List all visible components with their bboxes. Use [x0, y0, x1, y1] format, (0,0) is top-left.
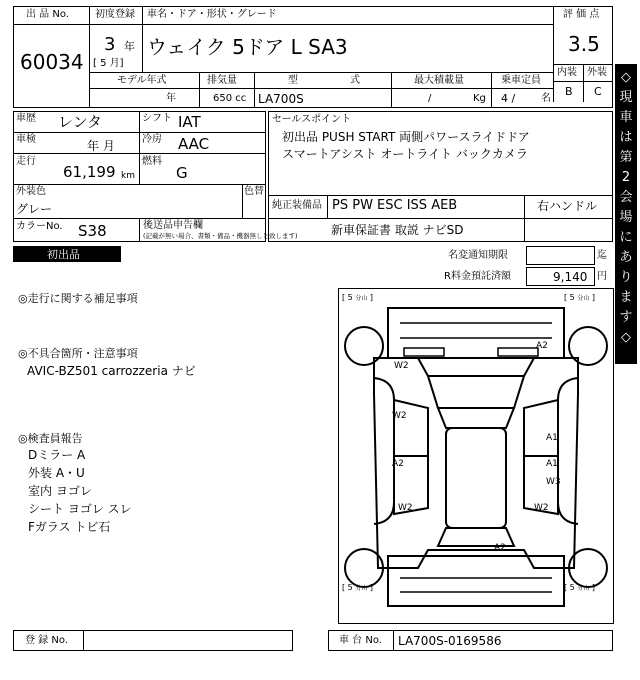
defect-1: AVIC-BZ501 carrozzeria ナビ: [27, 364, 196, 378]
tire-fr-label: [ 5 分山 ]: [564, 293, 595, 302]
exterior-color-label: 外装色: [16, 186, 46, 197]
tire-rr-label: [ 5 分山 ]: [564, 583, 595, 592]
sales-point-label: セールスポイント: [272, 114, 352, 125]
first-reg-month: [ 5 月]: [93, 58, 124, 69]
rating: 3.5: [568, 32, 600, 56]
side-banner-char: に: [619, 230, 633, 245]
type: LA700S: [258, 92, 304, 106]
interior-label: 内装: [557, 67, 577, 78]
report-line-4: シート ヨゴレ スレ: [28, 502, 132, 516]
type-label-2: 式: [350, 75, 360, 86]
side-banner-char: 場: [619, 210, 633, 225]
first-reg-year-unit: 年: [124, 40, 135, 53]
side-banner-char: り: [619, 270, 633, 285]
car-name: ウェイク 5ドア L SA3: [147, 35, 348, 59]
side-banner-char: は: [619, 130, 633, 145]
first-listing-label: 初出品: [47, 248, 80, 261]
max-load: /: [428, 93, 432, 104]
sales-point-2: スマートアシスト オートライト バックカメラ: [282, 147, 528, 161]
mark-left-rear-door: A2: [392, 459, 404, 469]
name-change-box: [526, 246, 595, 265]
side-banner-char: 車: [619, 110, 633, 125]
side-banner-char: あ: [619, 250, 633, 265]
mark-right-rear-door-w: W3: [546, 477, 561, 487]
inspection-label: 車検: [16, 134, 36, 145]
interior-grade: B: [565, 85, 573, 98]
mark-left-front: W2: [394, 361, 409, 371]
mark-right-rear-door-a: A1: [546, 459, 558, 469]
later-doc-label: 後送品申告欄: [143, 220, 203, 231]
equipment: PS PW ESC ISS AEB: [332, 198, 458, 213]
defects-label: ◎不具合箇所・注意事項: [18, 347, 138, 360]
reg-no-label: 登 録 No.: [25, 635, 68, 646]
sales-point-1: 初出品 PUSH START 両側パワースライドドア: [282, 130, 530, 144]
driving-notes-label: ◎走行に関する補足事項: [18, 292, 138, 305]
color-change-label: 色替: [244, 186, 264, 197]
side-banner-char: 会: [619, 190, 633, 205]
ac: AAC: [178, 135, 210, 153]
capacity-label: 乗車定員: [501, 75, 541, 86]
first-reg-year: 3: [104, 34, 116, 55]
name-change-unit: 迄: [597, 250, 607, 261]
windshield: [438, 408, 514, 428]
color-no-label: カラーNo.: [16, 221, 63, 232]
exterior-grade: C: [594, 85, 602, 98]
exterior-color: グレー: [16, 202, 53, 216]
side-banner-char: ◇: [621, 70, 631, 85]
recycle-label: R料金預託済額: [444, 271, 511, 282]
hood: [428, 376, 524, 408]
tire-rl-label: [ 5 分山 ]: [342, 583, 373, 592]
inspector-label: ◎検査員報告: [18, 432, 83, 445]
color-no: S38: [78, 222, 107, 240]
mileage-label: 走行: [16, 156, 36, 167]
mileage: 61,199: [63, 163, 116, 181]
mark-left-rear: W2: [398, 503, 413, 513]
mark-right-front-door: A1: [546, 433, 558, 443]
tire-fl-label: [ 5 分山 ]: [342, 293, 373, 302]
mileage-unit: km: [121, 171, 135, 181]
side-banner: [615, 64, 637, 364]
lot-no-label: 出 品 No.: [26, 9, 69, 20]
fuel-label: 燃料: [142, 156, 162, 167]
car-name-label: 車名・ドア・形状・グレード: [147, 9, 277, 20]
max-load-label: 最大積載量: [414, 75, 464, 86]
model-year-label: モデル年式: [117, 75, 167, 86]
name-change-label: 名変通知期限: [448, 250, 508, 261]
report-line-1: Dミラー A: [28, 448, 86, 462]
exterior-label: 外装: [587, 67, 607, 78]
mark-front-bumper: A2: [536, 341, 548, 351]
side-banner-char: 現: [619, 90, 633, 105]
rating-label: 評 価 点: [563, 9, 600, 20]
roof: [446, 428, 506, 528]
shift: IAT: [178, 113, 201, 131]
first-reg-label: 初度登録: [95, 9, 135, 20]
side-banner-char: ◇: [621, 330, 631, 345]
warranty: 新車保証書 取説 ナビSD: [331, 223, 464, 237]
side-banner-char: 2: [621, 170, 631, 185]
shift-label: シフト: [142, 113, 172, 124]
side-banner-char: す: [619, 310, 633, 325]
equipment-label: 純正装備品: [272, 200, 322, 211]
model-year-unit: 年: [166, 93, 176, 104]
car-damage-diagram: [338, 288, 614, 624]
rear-bumper: [388, 556, 564, 606]
steering: 右ハンドル: [537, 199, 598, 213]
mark-left-front-door: W2: [392, 411, 407, 421]
report-line-2: 外装 A・U: [28, 466, 85, 480]
recycle: 9,140: [553, 270, 588, 284]
history-label: 車歴: [16, 113, 36, 124]
history: レンタ: [58, 113, 103, 131]
lot-no: 60034: [20, 50, 84, 74]
mark-rear-bumper: A2: [494, 543, 506, 553]
capacity-unit: 名: [541, 93, 551, 104]
type-label: 型: [288, 75, 298, 86]
chassis: LA700S-0169586: [398, 634, 502, 648]
fuel: G: [176, 164, 188, 182]
first-listing-bar: [13, 246, 121, 262]
chassis-label: 車 台 No.: [339, 635, 382, 646]
displacement-label: 排気量: [207, 75, 237, 86]
inspection: 年 月: [87, 139, 115, 153]
ac-label: 冷房: [142, 134, 162, 145]
report-line-3: 室内 ヨゴレ: [28, 484, 92, 498]
max-load-unit: Kg: [473, 93, 486, 104]
recycle-unit: 円: [597, 271, 607, 282]
later-doc-note: (記載が無い場合、書類・備品・機器無しと致します): [143, 232, 298, 240]
tire-fl: [345, 327, 383, 365]
mark-right-rear: W2: [534, 503, 549, 513]
tire-fr: [569, 327, 607, 365]
report-line-5: Fガラス トビ石: [28, 520, 111, 534]
side-banner-char: 第: [619, 150, 633, 165]
displacement: 650 cc: [213, 93, 247, 104]
capacity: 4 /: [501, 92, 516, 105]
side-banner-char: ま: [619, 290, 633, 305]
